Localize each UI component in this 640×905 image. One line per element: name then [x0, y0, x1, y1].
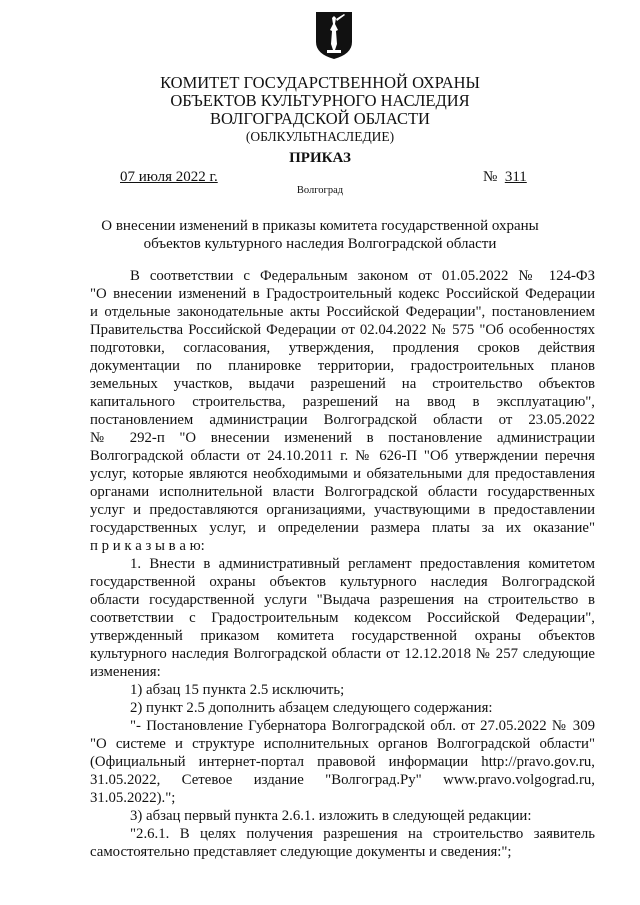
body-line: 31.05.2022).";: [90, 790, 176, 806]
body-line: капитального строительства, разрешений на ввод в эксплуатацию",: [90, 394, 595, 410]
body-line: утвержденный приказом комитета государственной охраны объектов: [90, 628, 595, 644]
document-type: ПРИКАЗ: [289, 150, 351, 166]
body-line: 1) абзац 15 пункта 2.5 исключить;: [130, 682, 345, 698]
body-line: органами исполнительной власти Волгоградской области государственных: [90, 484, 595, 500]
body-line: постановлением администрации Волгоградской области от 23.05.2022: [90, 412, 595, 428]
org-name-line-2: ОБЪЕКТОВ КУЛЬТУРНОГО НАСЛЕДИЯ: [170, 91, 470, 110]
body-line: культурного наследия Волгоградской области от 12.12.2018 № 257 следующие: [90, 646, 595, 662]
org-name-line-3: ВОЛГОГРАДСКОЙ ОБЛАСТИ: [210, 109, 430, 128]
body-line: подготовки, согласования, утверждения, продления сроков действия: [90, 340, 595, 356]
body-line: и отдельные законодательные акты Российской Федерации", постановлением: [90, 304, 595, 320]
body-line: "- Постановление Губернатора Волгоградской обл. от 27.05.2022 № 309: [130, 718, 595, 734]
body-line: 1. Внести в административный регламент предоставления комитетом: [130, 556, 595, 572]
body-line: 3) абзац первый пункта 2.6.1. изложить в следующей редакции:: [130, 808, 532, 824]
order-number: № 311: [483, 169, 527, 185]
order-city: Волгоград: [296, 185, 344, 196]
body-line: изменения:: [90, 664, 161, 680]
body-line: услуг и предоставляются организациями, участвующими в предоставлении: [90, 502, 595, 518]
order-title-line-2: объектов культурного наследия Волгоградской области: [143, 236, 497, 252]
body-line: соответствии с Градостроительным кодексом Российской Федерации",: [90, 610, 595, 626]
body-line: п р и к а з ы в а ю:: [90, 538, 205, 554]
body-line: документации по планировке территории, градостроительных планов: [90, 358, 595, 374]
body-line: услуг, которые являются необходимыми и обязательными для предоставления: [90, 466, 595, 482]
body-line: Правительства Российской Федерации от 02.04.2022 № 575 "Об особенностях: [90, 322, 595, 338]
body-line: "О внесении изменений в Градостроительный кодекс Российской Федерации: [90, 286, 595, 302]
body-line: Волгоградской области от 24.10.2011 г. № 626-П "Об утверждении перечня: [90, 448, 595, 464]
body-line: "О системе и структуре исполнительных органов Волгоградской области": [90, 736, 595, 752]
org-name-line-1: КОМИТЕТ ГОСУДАРСТВЕННОЙ ОХРАНЫ: [160, 73, 480, 92]
order-date: 07 июля 2022 г.: [120, 169, 218, 185]
body-line: государственных услуг, и определении размера платы за их оказание": [90, 520, 595, 536]
org-abbreviation: (ОБЛКУЛЬТНАСЛЕДИЕ): [245, 129, 395, 144]
order-title-line-1: О внесении изменений в приказы комитета государственной охраны: [101, 218, 539, 234]
body-line: (Официальный интернет-портал правовой информации http://pravo.gov.ru,: [90, 754, 595, 770]
body-line: самостоятельно представляет следующие документы и сведения:";: [90, 844, 512, 860]
volgograd-coat-of-arms-icon: [314, 10, 354, 60]
body-line: 31.05.2022, Сетевое издание "Волгоград.Ру" www.pravo.volgograd.ru,: [90, 772, 595, 788]
body-line: 2) пункт 2.5 дополнить абзацем следующего содержания:: [130, 700, 493, 716]
body-line: В соответствии с Федеральным законом от 01.05.2022 № 124-ФЗ: [130, 268, 595, 284]
body-line: государственной охраны объектов культурного наследия Волгоградской: [90, 574, 595, 590]
body-line: "2.6.1. В целях получения разрешения на строительство заявитель: [130, 826, 595, 842]
body-line: № 292-п "О внесении изменений в постановление администрации: [90, 430, 595, 446]
body-line: земельных участков, выдачи разрешений на строительство объектов: [90, 376, 595, 392]
body-line: области государственной услуги "Выдача разрешения на строительство в: [90, 592, 595, 608]
